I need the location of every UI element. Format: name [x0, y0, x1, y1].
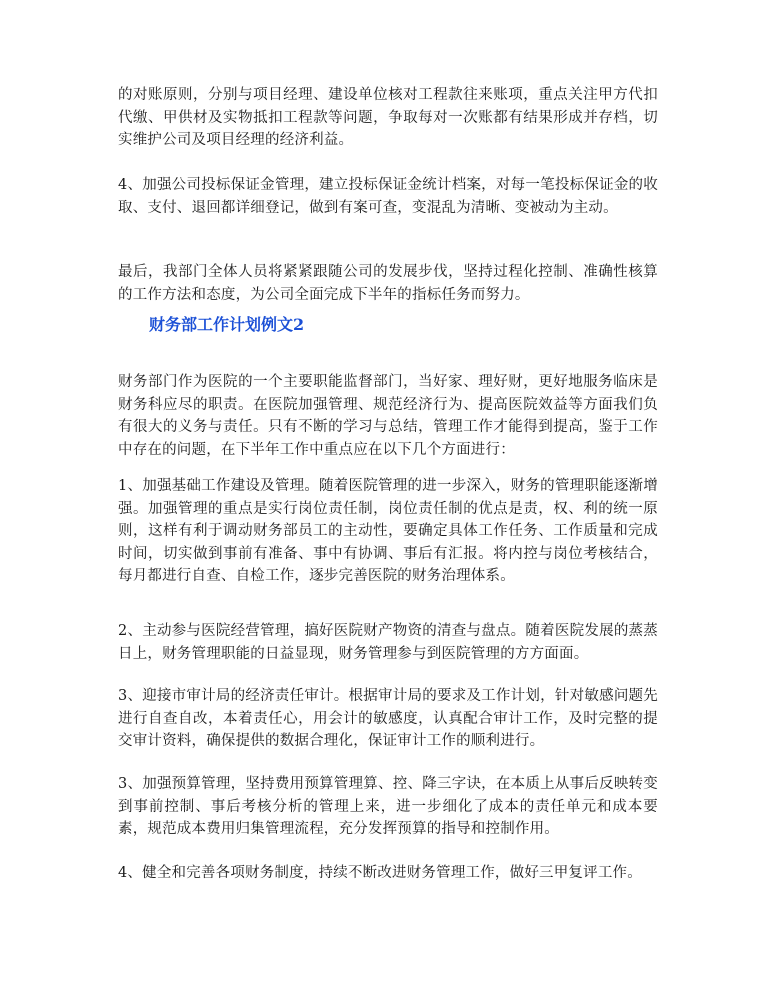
paragraph-intro: 财务部门作为医院的一个主要职能监督部门，当好家、理好财，更好地服务临床是财务科应尽的职责。在医院加强管理、规范经济行为、提高医院效益等方面我们负有很大的义务与责任。只有不断的学习与总结，管理工作才能得到提高，鉴于工作中存在的问题，在下半年工作中重点应在以下几个方面进行： — [118, 374, 658, 458]
paragraph-item-1: 1、加强基础工作建设及管理。随着医院管理的进一步深入，财务的管理职能逐渐增强。加强管理的重点是实行岗位责任制，岗位责任制的优点是责，权、利的统一原则，这样有利于调动财务部员工的主动性，要确定具体工作任务、工作质量和完成时间，切实做到事前有准备、事中有协调、事后有汇报。将内控与岗位考核结合，每月都进行自查、自检工作，逐步完善医院的财务治理体系。 — [118, 478, 658, 584]
section-title: 财务部工作计划例文2 — [149, 315, 305, 334]
paragraph-item-3-budget: 3、加强预算管理，坚持费用预算管理算、控、降三字诀，在本质上从事后反映转变到事前控制、事后考核分析的管理上来，进一步细化了成本的责任单元和成本要素，规范成本费用归集管理流程，充分发挥预算的指导和控制作用。 — [118, 776, 658, 837]
paragraph-item-3-audit: 3、迎接市审计局的经济责任审计。根据审计局的要求及工作计划，针对敏感问题先进行自查自改，本着责任心，用会计的敏感度，认真配合审计工作，及时完整的提交审计资料，确保提供的数据合理化，保证审计工作的顺利进行。 — [118, 688, 658, 749]
paragraph-item-4: 4、健全和完善各项财务制度，持续不断改进财务管理工作，做好三甲复评工作。 — [118, 865, 642, 881]
paragraph-account-reconciliation: 的对账原则，分别与项目经理、建设单位核对工程款往来账项，重点关注甲方代扣代缴、甲供材及实物抵扣工程款等问题，争取每对一次账都有结果形成并存档，切实维护公司及项目经理的经济利益。 — [118, 87, 658, 148]
paragraph-item-2: 2、主动参与医院经营管理，搞好医院财产物资的清查与盘点。随着医院发展的蒸蒸日上，财务管理职能的日益显现，财务管理参与到医院管理的方方面面。 — [118, 623, 658, 662]
paragraph-closing: 最后，我部门全体人员将紧紧跟随公司的发展步伐，坚持过程化控制、准确性核算的工作方法和态度，为公司全面完成下半年的指标任务而努力。 — [118, 264, 658, 303]
paragraph-bid-deposit: 4、加强公司投标保证金管理，建立投标保证金统计档案，对每一笔投标保证金的收取、支付、退回都详细登记，做到有案可查，变混乱为清晰、变被动为主动。 — [118, 177, 658, 216]
